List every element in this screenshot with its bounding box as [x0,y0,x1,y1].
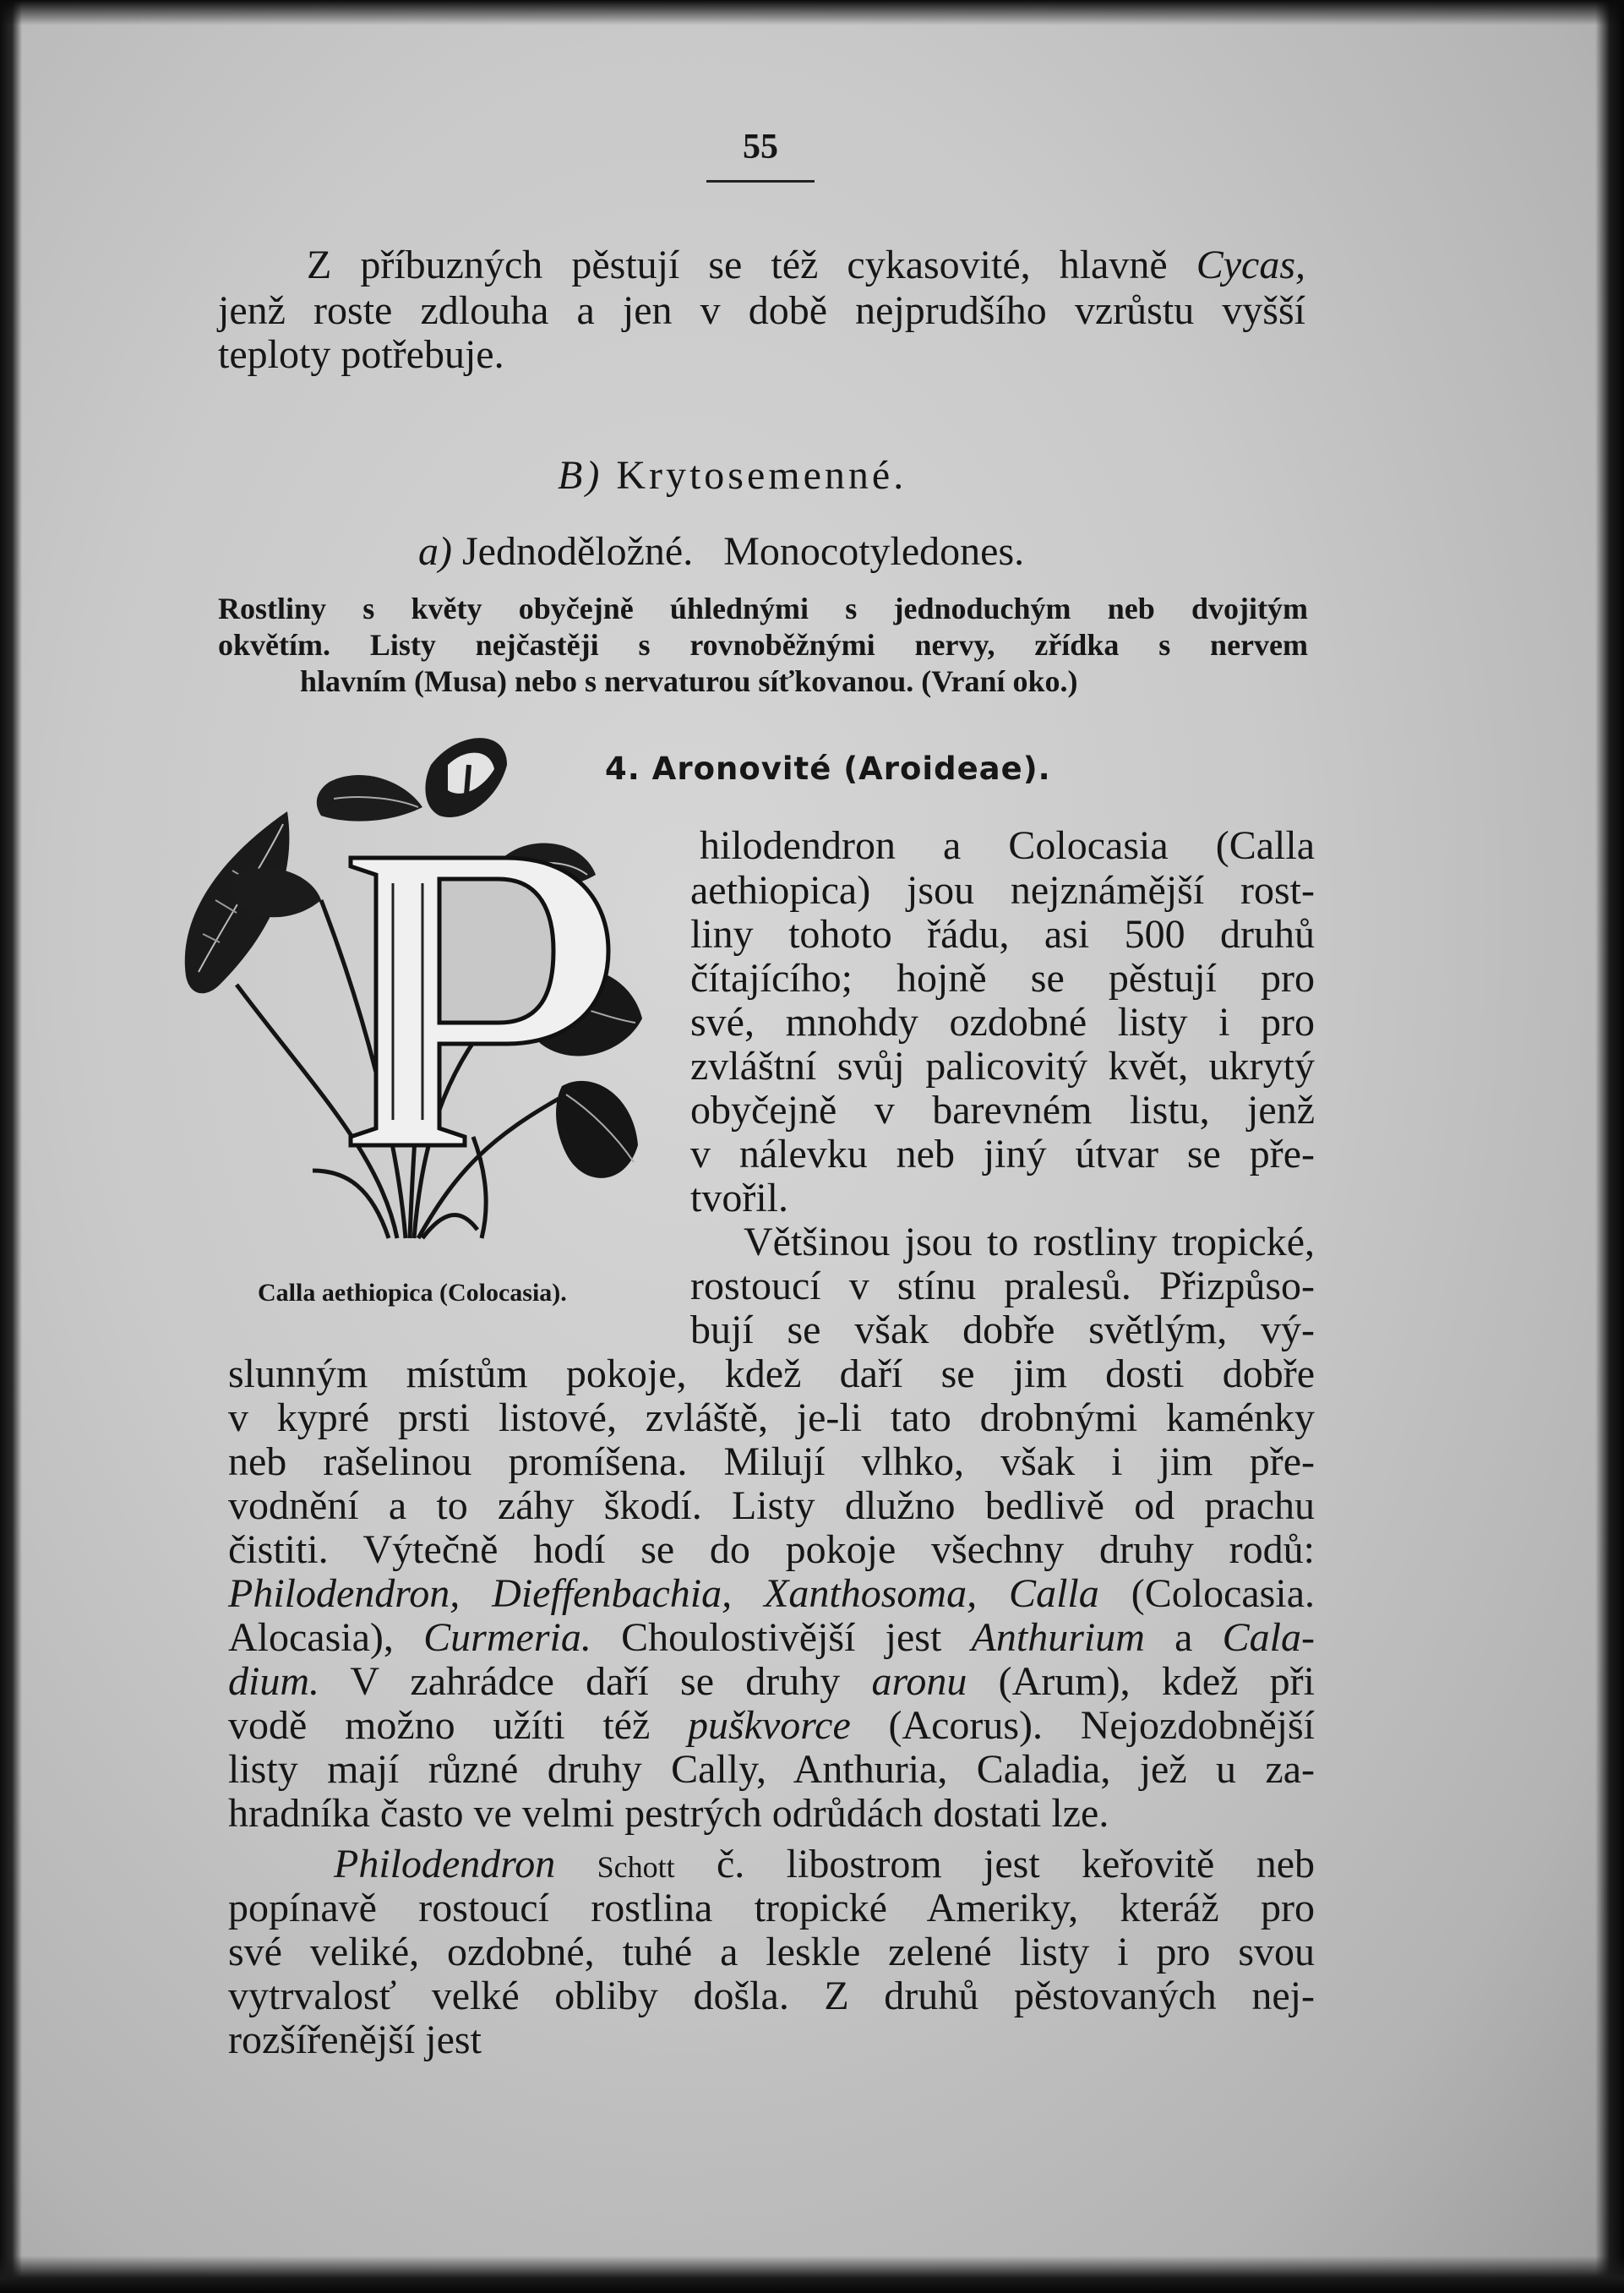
wrapped-line-6: zvláštní svůj palicovitý květ, ukrytý [690,1044,1315,1089]
wrapped-line-3: liny tohoto řádu, asi 500 druhů [690,912,1315,957]
illustration-caption: Calla aethiopica (Colocasia). [258,1279,567,1307]
page-number: 55 [743,128,778,167]
body-line-1: slunným místům pokoje, kdež daří se jim dosti dobře [228,1351,1315,1396]
curmeria-term: Curmeria. [423,1615,591,1660]
body-line-4: vodnění a to záhy škodí. Listy dlužno bedlivě od prachu [228,1483,1315,1528]
body-line-8: dium. V zahrádce daří se druhy aronu (Arum), kdež při [228,1659,1315,1704]
wrapped-line-8: v nálevku neb jiný útvar se pře- [690,1132,1315,1177]
intro-text-1: Z příbuzných pěstují se též cykasovité, hlavně [307,243,1196,287]
cycas-term: Cycas, [1196,243,1305,287]
page-edge-shadow-bottom [0,2256,1624,2293]
intro-line-2: jenž roste zdlouha a jen v době nejprudšího vzrůstu vyšší [218,288,1305,333]
puskvorce-term: puškvorce [687,1703,851,1748]
page-edge-shadow-top [0,0,1624,25]
description-line-3: hlavním (Musa) nebo s nervaturou síťkovanou. (Vraní oko.) [300,664,1078,698]
description-line-2: okvětím. Listy nejčastěji s rovnoběžnými nervy, zřídka s nervem [218,628,1308,662]
page-edge-shadow-right [1595,0,1624,2293]
section-a-label: a) [418,529,452,574]
wrapped-line-5: své, mnohdy ozdobné listy i pro [690,1000,1315,1045]
philodendron-term: Philodendron [334,1842,556,1886]
aronu-term: aronu [871,1659,967,1704]
wrapped-line-2: aethiopica) jsou nejznámější rost- [690,868,1315,913]
intro-line-3: teploty potřebuje. [218,332,504,377]
anthurium-term: Anthurium [971,1615,1145,1660]
body-line-11: hradníka často ve velmi pestrých odrůdách dostati lze. [228,1791,1109,1836]
caladium-term: Cala- [1222,1615,1315,1660]
author-abbrev: Schott [597,1850,675,1884]
philodendron-line-3: své veliké, ozdobné, tuhé a leskle zelené listy i pro svou [228,1930,1315,1974]
philodendron-line-5: rozšířenější jest [228,2017,482,2062]
body-line-3: neb rašelinou promíšena. Milují vlhko, však i jim pře- [228,1439,1315,1484]
wrapped-line-11: rostoucí v stínu pralesů. Přizpůso- [690,1264,1315,1308]
intro-line-1 [307,243,1305,287]
section-b-heading [558,452,907,499]
philodendron-line-4: vytrvalosť velké obliby došla. Z druhů pěstovaných nej- [228,1974,1315,2018]
wrapped-line-9: tvořil. [690,1176,788,1220]
body-line-9: vodě možno užíti též puškvorce (Acorus). Nejozdobnější [228,1703,1315,1748]
calla-drawing [169,731,659,1264]
wrapped-line-10: Většinou jsou to rostliny tropické, [744,1220,1315,1264]
wrapped-line-4: čítajícího; hojně se pěstují pro [690,956,1315,1001]
wrapped-line-12: bují se však dobře světlým, vý- [690,1308,1315,1352]
page-number-rule [706,180,815,183]
body-line-5: čistiti. Výtečně hodí se do pokoje všechny druhy rodů: [228,1527,1315,1572]
philodendron-line-2: popínavě rostoucí rostlina tropické Ameriky, kteráž pro [228,1886,1315,1930]
body-line-6: Philodendron, Dieffenbachia, Xanthosoma, Calla (Colocasia. [228,1571,1315,1616]
genera-list: Philodendron, Dieffenbachia, Xanthosoma, Calla [228,1571,1099,1616]
wrapped-line-1: hilodendron a Colocasia (Calla [700,823,1315,868]
body-line-7: Alocasia), Curmeria. Choulostivější jest Anthurium a Cala- [228,1615,1315,1660]
section-a-title: Jednoděložné. Monocotyledones. [461,529,1025,574]
body-line-2: v kypré prsti listové, zvláště, je-li tato drobnými kaménky [228,1395,1315,1440]
section-b-title: Krytosemenné. [616,453,907,498]
family-heading: 4. Aronovité (Aroideae). [605,751,1051,787]
philodendron-line-1: Philodendron Schott č. libostrom jest keřovitě neb [334,1842,1315,1886]
page-edge-shadow-left [0,0,22,2293]
description-line-1: Rostliny s květy obyčejně úhlednými s jednoduchým neb dvojitým [218,592,1308,625]
wrapped-line-7: obyčejně v barevném listu, jenž [690,1088,1315,1133]
calla-illustration [169,731,659,1264]
body-line-10: listy mají různé druhy Cally, Anthuria, Caladia, jež u za- [228,1747,1315,1792]
section-a-heading [418,528,1024,575]
section-b-label: B) [558,453,603,498]
